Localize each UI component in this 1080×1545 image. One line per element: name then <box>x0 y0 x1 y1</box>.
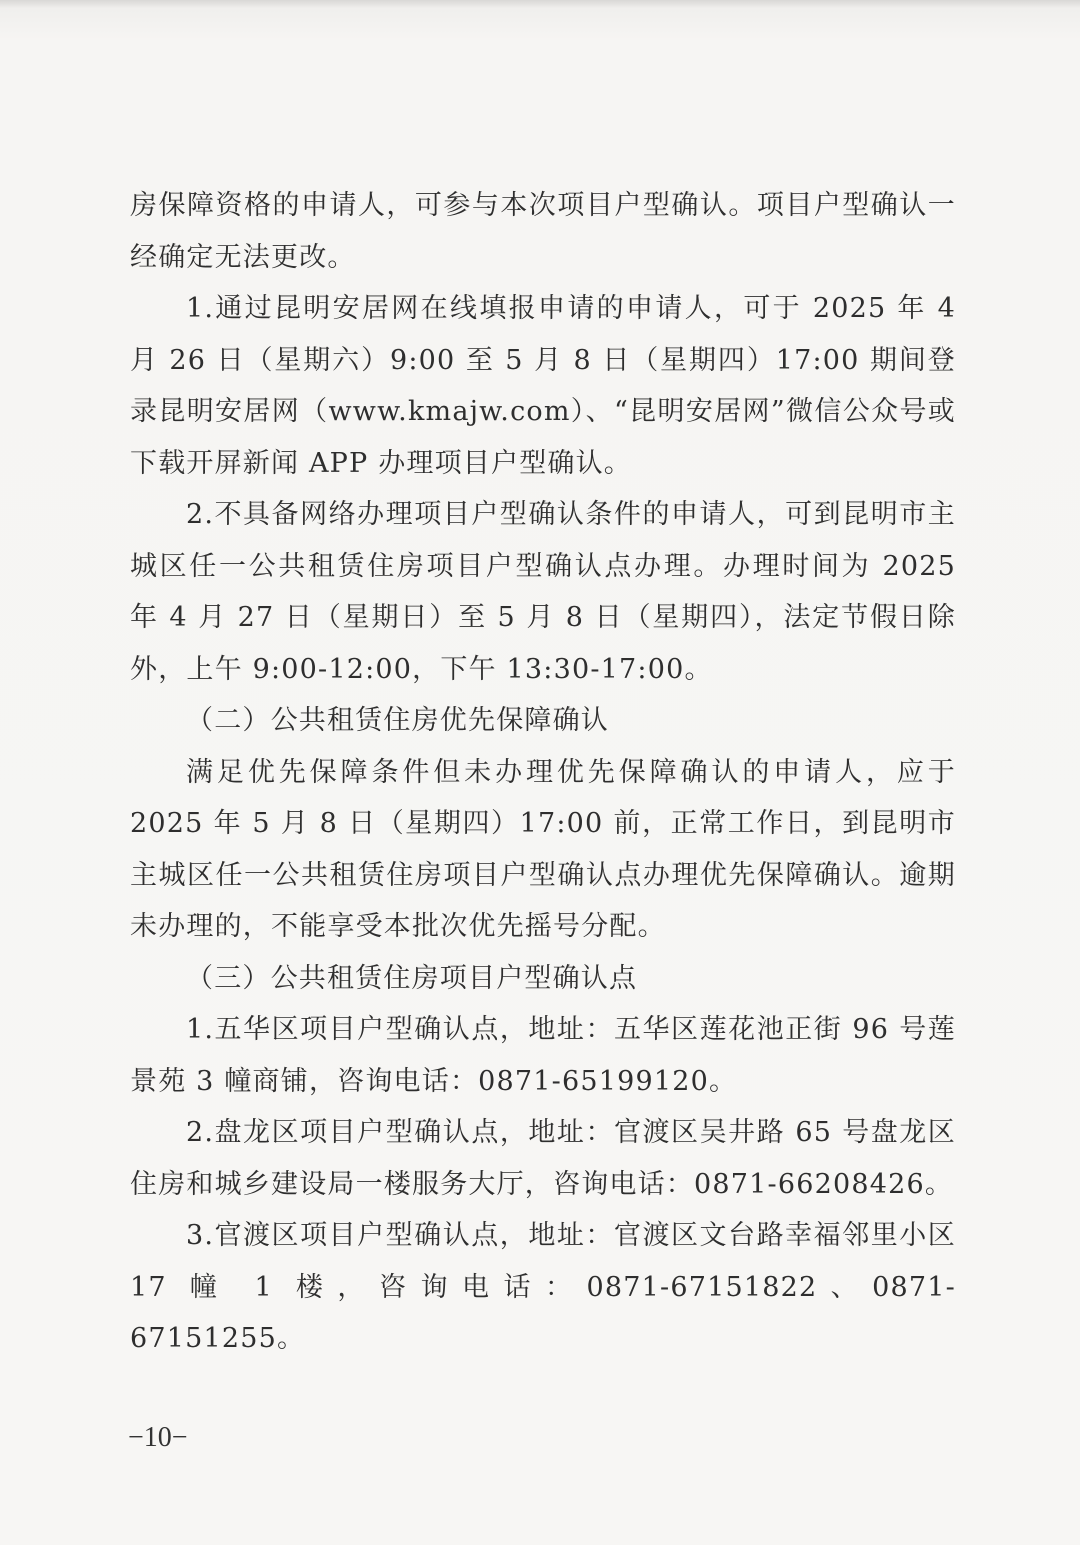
list-item-panlong: 2.盘龙区项目户型确认点，地址：官渡区吴井路 65 号盘龙区住房和城乡建设局一楼服务大厅，咨询电话：0871-66208426。 <box>130 1117 956 1200</box>
page-number: −10− <box>128 1422 188 1453</box>
paragraph-offline-confirmation: 2.不具备网络办理项目户型确认条件的申请人，可到昆明市主城区任一公共租赁住房项目户型确认点办理。办理时间为 2025 年 4 月 27 日（星期日）至 5 月 8 日（星期四），法定节假日除外，上午 9:00-12:00，下午 13:30-17:00。 <box>130 499 956 685</box>
paragraph-priority-confirmation: 满足优先保障条件但未办理优先保障确认的申请人，应于 2025 年 5 月 8 日（星期四）17:00 前，正常工作日，到昆明市主城区任一公共租赁住房项目户型确认点办理优先保障确认。逾期未办理的，不能享受本批次优先摇号分配。 <box>130 756 956 942</box>
body-text <box>130 180 956 1365</box>
list-item-wuhua: 1.五华区项目户型确认点，地址：五华区莲花池正街 96 号莲景苑 3 幢商铺，咨询电话：0871-65199120。 <box>130 1014 956 1097</box>
list-item-guandu: 3.官渡区项目户型确认点，地址：官渡区文台路幸福邻里小区 17 幢 1 楼，咨询电话：0871-67151822、0871-67151255。 <box>130 1220 956 1354</box>
paragraph-online-confirmation: 1.通过昆明安居网在线填报申请的申请人，可于 2025 年 4 月 26 日（星期六）9:00 至 5 月 8 日（星期四）17:00 期间登录昆明安居网（www.kmajw.com）、“昆明安居网”微信公众号或下载开屏新闻 APP 办理项目户型确认。 <box>130 293 956 479</box>
paragraph-continuation: 房保障资格的申请人，可参与本次项目户型确认。项目户型确认一经确定无法更改。 <box>130 190 956 273</box>
section-heading-confirmation-points: （三）公共租赁住房项目户型确认点 <box>186 962 638 994</box>
page-top-edge <box>0 0 1080 8</box>
section-heading-priority: （二）公共租赁住房优先保障确认 <box>186 705 609 736</box>
